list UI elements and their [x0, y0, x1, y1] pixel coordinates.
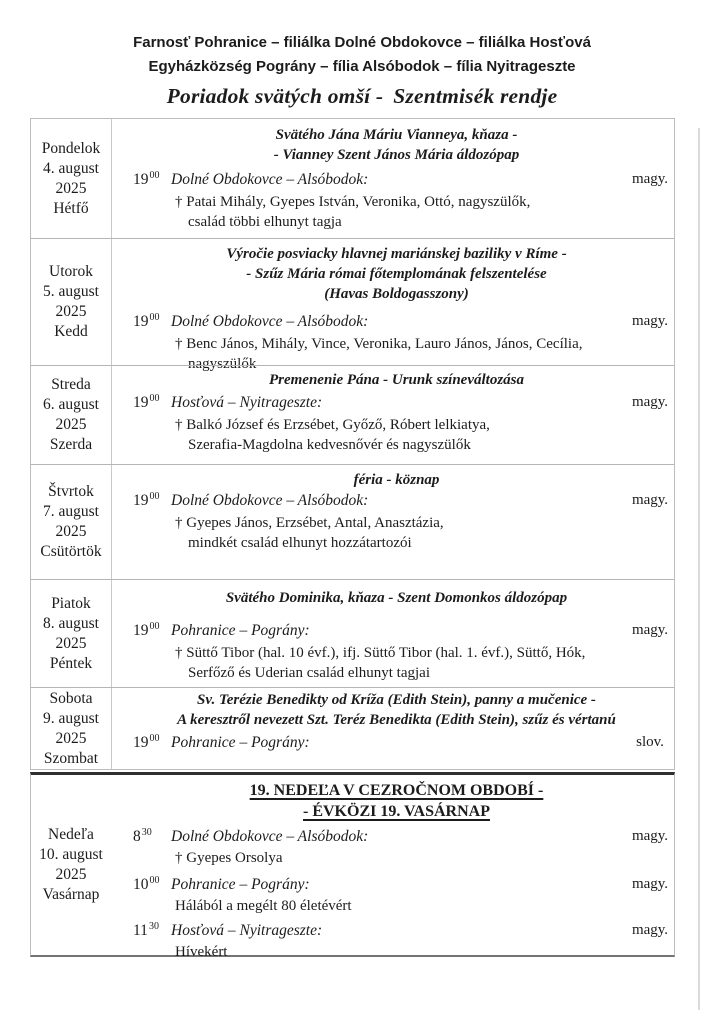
- feast-title: Premenenie Pána - Urunk színeváltozása: [268, 372, 524, 388]
- mass-intentions: † Gyepes Orsolya: [175, 850, 283, 866]
- day-date: 4. august: [43, 159, 99, 177]
- mass-intentions: Hívekért: [175, 944, 228, 960]
- mass-time: $19^{00}$: [133, 621, 160, 639]
- language-label: magy.: [631, 171, 669, 187]
- day-name-sk: Pondelok: [41, 139, 101, 157]
- mass-intentions: Hálából a megélt 80 életévért: [175, 898, 352, 914]
- schedule-title: [0, 84, 724, 109]
- day-name-hu: Csütörtök: [40, 543, 102, 560]
- feast-title: féria - köznap: [353, 472, 440, 488]
- org-line-hungarian: Egyházközség Pográny – fília Alsóbodok – fília Nyitrageszte: [148, 58, 576, 75]
- sunday-feast-title: 19. NEDEĽA V CEZROČNOM OBDOBÍ - - ÉVKÖZI 19. VASÁRNAP: [249, 782, 544, 820]
- mass-time: $19^{00}$: [133, 170, 160, 188]
- mass-intentions: † Gyepes János, Erzsébet, Antal, Anasztázia, mindkét család elhunyt hozzátartozói: [175, 515, 444, 551]
- mass-place: Dolné Obdokovce – Alsóbodok:: [171, 171, 369, 188]
- day-date: 7. august: [43, 503, 99, 520]
- day-name-hu: Vasárnap: [42, 886, 100, 903]
- day-date: 6. august: [43, 396, 99, 413]
- mass-schedule-table: [30, 118, 675, 770]
- schedule-title-sk: Poriadok svätých omší -: [166, 84, 384, 108]
- mass-place: Dolné Obdokovce – Alsóbodok:: [171, 313, 369, 330]
- mass-time: $10^{00}$: [133, 875, 160, 893]
- day-year: 2025: [55, 523, 87, 540]
- day-year: 2025: [55, 866, 87, 883]
- day-year: 2025: [55, 179, 87, 197]
- schedule-title-hu: Szentmisék rendje: [393, 84, 558, 108]
- day-row-saturday: [31, 687, 674, 769]
- mass-place: Pohranice – Pográny:: [171, 876, 310, 893]
- org-line-slovak: Farnosť Pohranice – filiálka Dolné Obdokovce – filiálka Hosťová: [133, 34, 591, 51]
- language-label: magy.: [631, 622, 669, 638]
- day-row-friday: [31, 579, 674, 687]
- day-date: 8. august: [43, 614, 99, 632]
- mass-intentions: † Süttő Tibor (hal. 10 évf.), ifj. Süttő Tibor (hal. 1. évf.), Süttő, Hók, Serfőző és Uderian család elhunyt tagjai: [175, 645, 586, 681]
- day-cell-sunday: [31, 775, 111, 955]
- day-name-hu: Szombat: [43, 749, 99, 767]
- day-year: 2025: [55, 729, 87, 747]
- mass-time: $19^{00}$: [133, 312, 160, 330]
- language-label: magy.: [631, 394, 669, 410]
- day-row-thursday: [31, 464, 674, 579]
- day-year: 2025: [55, 634, 87, 652]
- mass-intentions: † Balkó József és Erzsébet, Győző, Róbert lelkiatya, Szerafia-Magdolna kedvesnővér és nagyszülők: [175, 417, 490, 453]
- day-year: 2025: [55, 303, 87, 320]
- day-name-hu: Kedd: [54, 323, 88, 340]
- parish-header: [0, 31, 724, 79]
- day-name-sk: Piatok: [51, 594, 91, 612]
- mass-place: Dolné Obdokovce – Alsóbodok:: [171, 828, 369, 845]
- scan-artifact-line: [698, 128, 700, 1010]
- day-cell-thursday: [31, 465, 112, 579]
- day-name-hu: Péntek: [49, 654, 93, 672]
- day-name-sk: Nedeľa: [48, 826, 94, 843]
- day-row-sunday: [30, 772, 675, 960]
- mass-place: Hosťová – Nyitrageszte:: [171, 922, 323, 939]
- feast-title: Svätého Dominika, kňaza - Szent Domonkos áldozópap: [225, 590, 568, 606]
- day-name-sk: Sobota: [49, 689, 93, 707]
- language-label: slov.: [636, 734, 664, 750]
- day-cell-saturday: [31, 688, 112, 769]
- day-name-sk: Utorok: [49, 263, 93, 280]
- day-name-hu: Hétfő: [53, 199, 89, 217]
- language-label: magy.: [631, 876, 669, 892]
- mass-time: $19^{00}$: [133, 393, 160, 411]
- day-cell-wednesday: [31, 366, 112, 464]
- day-date: 9. august: [43, 709, 99, 727]
- mass-time: $19^{00}$: [133, 491, 160, 509]
- mass-time: $8^{30}$: [133, 827, 152, 845]
- mass-place: Dolné Obdokovce – Alsóbodok:: [171, 492, 369, 509]
- day-cell-friday: [31, 580, 112, 687]
- mass-intentions: † Patai Mihály, Gyepes István, Veronika, Ottó, nagyszülők, család többi elhunyt tagja: [175, 194, 531, 230]
- day-name-sk: Štvrtok: [48, 483, 94, 500]
- feast-title: Sv. Terézie Benedikty od Kríža (Edith Stein), panny a mučenice - A keresztről nevezett Szt. Teréz Benedikta (Edith Stein), szűz és vértanú: [177, 692, 616, 728]
- day-name-hu: Szerda: [49, 436, 93, 453]
- mass-time: $19^{00}$: [133, 733, 160, 751]
- mass-place: Pohranice – Pográny:: [171, 622, 310, 639]
- day-cell-monday: [31, 119, 112, 238]
- mass-time: $11^{30}$: [133, 921, 159, 939]
- day-name-sk: Streda: [51, 376, 91, 393]
- day-cell-tuesday: [31, 239, 112, 365]
- language-label: magy.: [631, 492, 669, 508]
- language-label: magy.: [631, 922, 669, 938]
- mass-place: Hosťová – Nyitrageszte:: [171, 394, 323, 411]
- feast-title: Výročie posviacky hlavnej mariánskej baziliky v Ríme - - Szűz Mária római főtemplomának felszentelése (Havas Boldogasszony): [226, 246, 567, 302]
- mass-intentions: † Benc János, Mihály, Vince, Veronika, Lauro János, János, Cecília, nagyszülők: [175, 336, 583, 372]
- language-label: magy.: [631, 313, 669, 329]
- day-year: 2025: [55, 416, 87, 433]
- day-row-wednesday: [31, 365, 674, 464]
- feast-title: Svätého Jána Máriu Vianneya, kňaza - - Vianney Szent János Mária áldozópap: [273, 127, 520, 163]
- day-date: 10. august: [39, 846, 103, 863]
- mass-place: Pohranice – Pográny:: [171, 734, 310, 751]
- day-row-monday: [31, 119, 674, 238]
- day-date: 5. august: [43, 283, 99, 300]
- language-label: magy.: [631, 828, 669, 844]
- day-row-tuesday: [31, 238, 674, 372]
